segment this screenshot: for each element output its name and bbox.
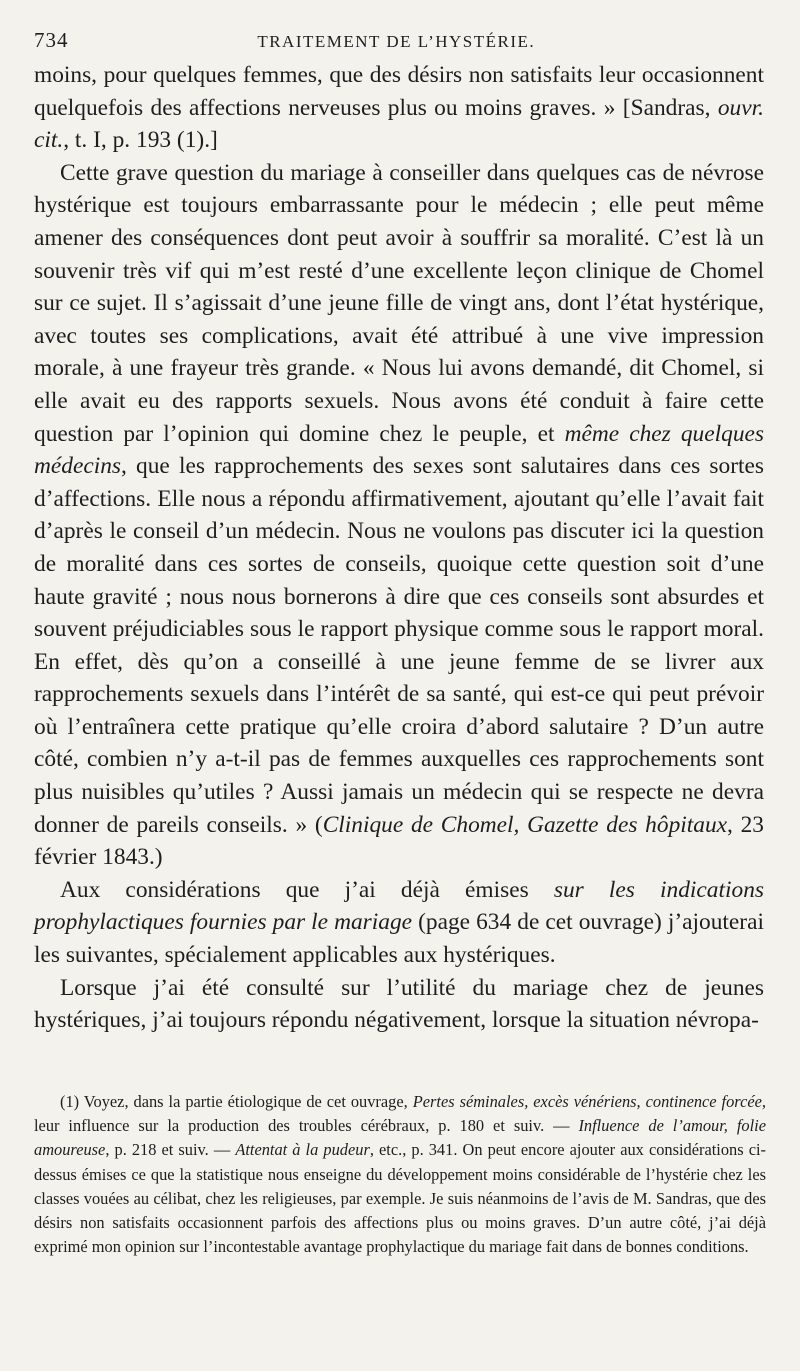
text-run: , que les rapprochements des sexes sont salutaires dans ces sortes d’affections. Elle nous a répondu affirmativement, ajoutant qu’elle l’avait fait d’après le conseil d’un médecin. Nous ne voulons pas discuter ici la question de moralité dans ces sortes de conseils, quoique cette question soit d’une haute gravité ; nous nous bornerons à dire que ces conseils sont absurdes et souvent préjudiciables sous le rapport physique comme sous le rapport moral. En effet, dès qu’on a conseillé à une jeune femme de se livrer aux rapprochements sexuels dans l’intérêt de sa santé, qui est-ce qui peut prévoir où l’entraînera cette pratique qu’elle croira d’abord salutaire ? D’un autre côté, combien n’y a-t-il pas de femmes auxquelles ces rapprochements sont plus nuisibles qu’utiles ? Aussi jamais un médecin qui se respecte ne devra donner de pareils conseils. » (: [34, 453, 764, 838]
page-number: 734: [34, 28, 69, 52]
text-run: Lorsque j’ai été consulté sur l’utilité du mariage chez de jeunes hystériques, j’ai toujours répondu négativement, lorsque la situation névropa-: [34, 974, 764, 1034]
italic-run: Influence de l’amour, folie amoureuse: [34, 1116, 766, 1160]
text-run: , t. I, p. 193 (1).]: [63, 127, 218, 154]
text-run: moins, pour quelques femmes, que des désirs non satisfaits leur occasionnent quelquefois des affections nerveuses plus ou moins graves. » [Sandras,: [34, 62, 764, 121]
italic-run: ouvr. cit.: [34, 94, 764, 154]
text-run: , 23 février 1843.): [34, 811, 765, 871]
main-text: [34, 59, 764, 1037]
italic-run: Clinique de Chomel, Gazette des hôpitaux: [322, 811, 728, 838]
text-run: , p. 218 et suiv. —: [105, 1140, 236, 1160]
italic-run: sur les indications prophylactiques fournies par le mariage: [34, 876, 764, 936]
paragraph-consulted: [34, 972, 764, 1037]
footnotes: [34, 1090, 766, 1259]
page-header: [34, 28, 764, 53]
italic-run: Attentat à la pudeur: [235, 1140, 370, 1160]
italic-run: même chez quelques médecins: [34, 420, 764, 480]
footnote-1: [34, 1090, 766, 1259]
text-run: Cette grave question du mariage à conseiller dans quelques cas de névrose hystérique est toujours embarrassante pour le médecin ; elle peut même amener des conséquences dont peut avoir à souffrir sa moralité. C’est là un souvenir très vif qui m’est resté d’une excellente leçon clinique de Chomel sur ce sujet. Il s’agissait d’une jeune fille de vingt ans, dont l’état hystérique, avec toutes ses complications, avait été attribué à une vive impression morale, à une frayeur très grande. « Nous lui avons demandé, dit Chomel, si elle avait eu des rapports sexuels. Nous avons été conduit à faire cette question par l’opinion qui domine chez le peuple, et: [34, 159, 764, 447]
paragraph-considerations: [34, 874, 764, 972]
paragraph-chomel: [34, 157, 764, 874]
text-run: Aux considérations que j’ai déjà émises: [60, 876, 554, 903]
running-title: TRAITEMENT DE L’HYSTÉRIE.: [257, 32, 536, 51]
paragraph-continuation: [34, 59, 764, 157]
text-run: (1) Voyez, dans la partie étiologique de cet ouvrage,: [60, 1092, 413, 1111]
text-run: , etc., p. 341. On peut encore ajouter aux considérations ci-dessus émises ce que la statistique nous enseigne du développement moins considérable de l’hystérie chez les classes vouées au célibat, chez les religieuses, par exemple. Je suis néanmoins de l’avis de M. Sandras, que des désirs non satisfaits occasionnent parfois des affections plus ou moins graves. D’un autre côté, j’ai déjà exprimé mon opinion sur l’incontestable avantage prophylactique du mariage fait dans de bonnes conditions.: [34, 1140, 766, 1257]
text-run: , leur influence sur la production des troubles cérébraux, p. 180 et suiv. —: [34, 1092, 767, 1136]
text-run: (page 634 de cet ouvrage) j’ajouterai les suivantes, spécialement applicables aux hystériques.: [34, 909, 764, 969]
italic-run: Pertes séminales, excès vénériens, continence forcée: [412, 1092, 762, 1111]
